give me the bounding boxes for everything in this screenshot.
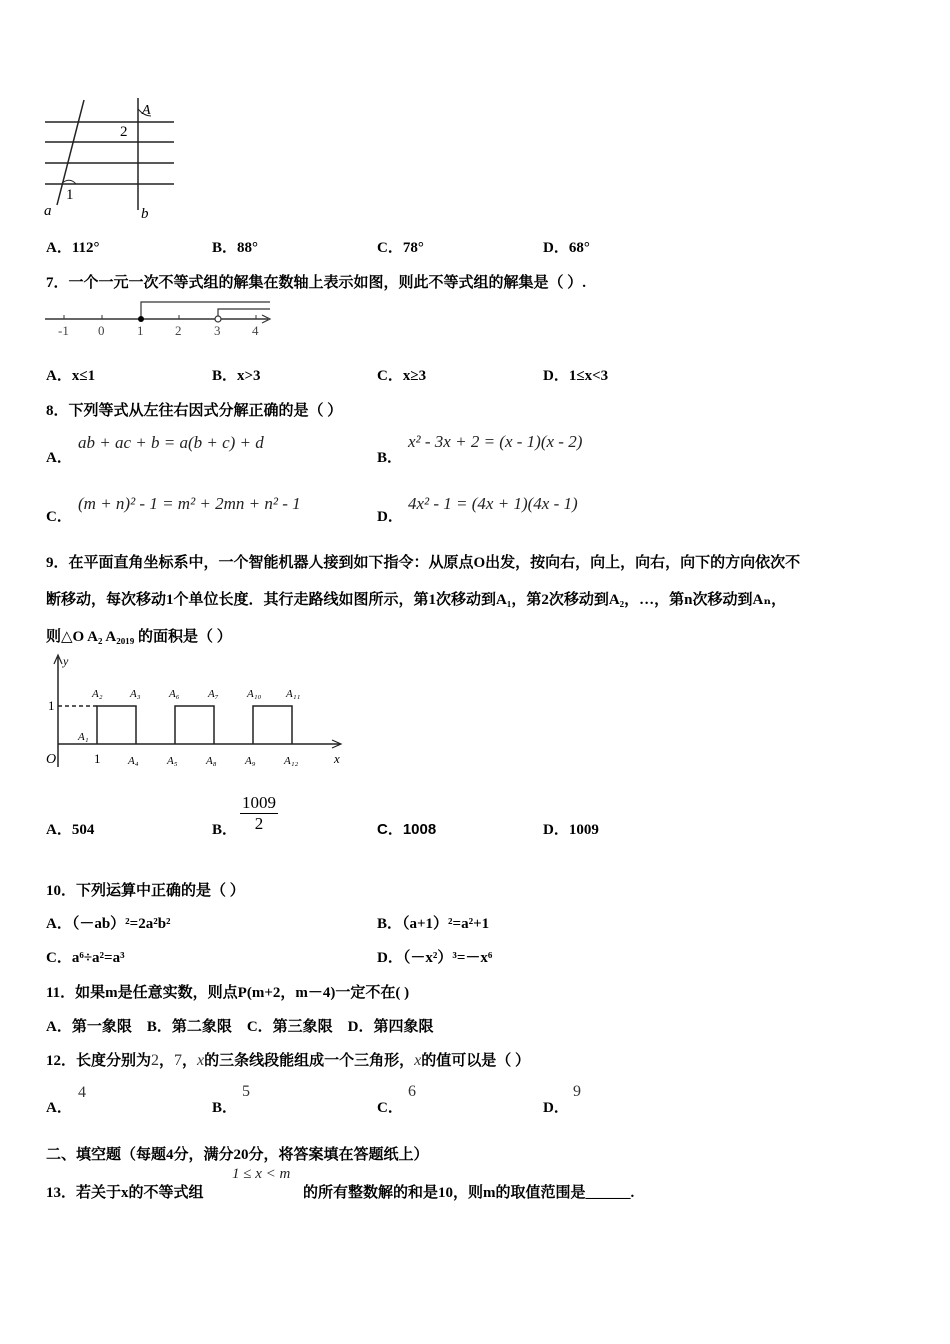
label-A5: A₅ — [167, 755, 178, 767]
q12-v4: x — [414, 1052, 422, 1069]
q12-option-a-value: 4 — [78, 1084, 86, 1101]
q12-option-c-label[interactable]: C． — [377, 1100, 403, 1116]
tick-1: 1 — [137, 323, 144, 338]
q9-option-b-fraction — [240, 793, 278, 834]
section-2-heading: 二、填空题（每题4分，满分20分，将答案填在答题纸上） — [46, 1147, 429, 1163]
q7-option-b[interactable]: B．x>3 — [212, 368, 261, 384]
q12-sep2: ， — [182, 1053, 198, 1069]
label-A8: A₈ — [206, 755, 217, 767]
q8-option-c-expr: (m + n)² - 1 = m² + 2mn + n² - 1 — [78, 494, 301, 513]
q8-option-b-expr: x² - 3x + 2 = (x - 1)(x - 2) — [408, 432, 583, 451]
q6-option-d[interactable]: D．68° — [543, 240, 590, 256]
label-A7: A₇ — [208, 688, 219, 700]
q12-sep1: ， — [159, 1053, 175, 1069]
tick-0: 0 — [98, 323, 105, 338]
q7-number-line — [40, 298, 280, 343]
q6-option-a[interactable]: A．112° — [46, 240, 100, 256]
q10-option-d[interactable]: D．（－x²）³=－x⁶ — [377, 950, 493, 966]
q7-option-d[interactable]: D．1≤x<3 — [543, 368, 609, 384]
q12-stem-pre: 12．长度分别为 — [46, 1053, 152, 1069]
q8-stem: 8．下列等式从左往右因式分解正确的是（ ） — [46, 403, 343, 419]
q13-stem-pre: 13．若关于x的不等式组 — [46, 1185, 204, 1201]
y-one: 1 — [48, 698, 55, 713]
tick-2: 2 — [175, 323, 182, 338]
q11-stem: 11．如果m是任意实数，则点P(m+2，m－4)一定不在( ) — [46, 985, 410, 1001]
q10-stem: 10．下列运算中正确的是（ ） — [46, 883, 245, 899]
q10-option-b[interactable]: B．（a+1）²=a²+1 — [377, 916, 490, 932]
q9-line3: 则△O A₂ A₂₀₁₉ 的面积是（ ） — [46, 629, 232, 645]
q8-option-d-label[interactable]: D． — [377, 509, 403, 525]
label-A1: A₁ — [78, 731, 89, 743]
fraction-numerator: 1009 — [242, 793, 276, 812]
axis-x: x — [334, 751, 340, 766]
q6-option-b[interactable]: B．88° — [212, 240, 259, 256]
q7-stem: 7．一个一元一次不等式组的解集在数轴上表示如图，则此不等式组的解集是（ ）. — [46, 275, 587, 291]
label-A10: A₁₀ — [247, 688, 262, 700]
q8-option-b-label[interactable]: B． — [377, 450, 403, 466]
q12-option-c-value: 6 — [408, 1083, 416, 1100]
q8-option-d-expr: 4x² - 1 = (4x + 1)(4x - 1) — [408, 494, 578, 513]
tick-neg1: -1 — [58, 323, 69, 338]
q6-option-c[interactable]: C．78° — [377, 240, 424, 256]
q9-option-c[interactable]: C．1008 — [377, 821, 437, 838]
q12-v2: 7 — [174, 1052, 183, 1069]
label-2: 2 — [120, 124, 128, 140]
label-a: a — [44, 203, 52, 219]
label-A2: A₂ — [92, 688, 103, 700]
tick-3: 3 — [214, 323, 221, 338]
q7-option-a[interactable]: A．x≤1 — [46, 368, 96, 384]
q9-option-b-label[interactable]: B． — [212, 822, 238, 838]
label-A11: A₁₁ — [286, 688, 301, 700]
label-b: b — [141, 206, 149, 222]
q12-stem-post: 的值可以是（ ） — [421, 1053, 531, 1069]
q9-line2: 断移动，每次移动1个单位长度．其行走路线如图所示，第1次移动到A₁，第2次移动到A₂，…，第n次移动到Aₙ， — [46, 592, 787, 608]
label-A9: A₉ — [245, 755, 256, 767]
q12-stem-mid: 的三条线段能组成一个三角形， — [204, 1053, 415, 1069]
q13-expr: 1 ≤ x < m — [232, 1166, 291, 1182]
origin-O: O — [46, 752, 57, 767]
q13-stem-post: 的所有整数解的和是10，则m的取值范围是______. — [303, 1185, 635, 1201]
tick-4: 4 — [252, 323, 259, 338]
q12-v1: 2 — [151, 1052, 160, 1069]
q12-option-d-label[interactable]: D． — [543, 1100, 569, 1116]
q9-option-a[interactable]: A．504 — [46, 822, 95, 838]
x-one: 1 — [94, 751, 101, 766]
q9-option-d[interactable]: D．1009 — [543, 822, 599, 838]
q6-figure — [40, 95, 190, 225]
q12-option-a-label[interactable]: A． — [46, 1100, 72, 1116]
q10-option-c[interactable]: C．a⁶÷a²=a³ — [46, 950, 125, 966]
label-1: 1 — [66, 187, 74, 203]
q11-options[interactable]: A．第一象限 B．第二象限 C．第三象限 D．第四象限 — [46, 1019, 434, 1035]
axis-y: y — [63, 654, 69, 668]
q10-option-a[interactable]: A．（－ab）²=2a²b² — [46, 916, 171, 932]
q12-option-b-value: 5 — [242, 1083, 250, 1100]
q12-option-b-label[interactable]: B． — [212, 1100, 238, 1116]
q12-v3: x — [197, 1052, 205, 1069]
q7-option-c[interactable]: C．x≥3 — [377, 368, 427, 384]
label-A4: A₄ — [128, 755, 139, 767]
q12-stem — [46, 1049, 530, 1070]
q12-option-d-value: 9 — [573, 1083, 581, 1100]
label-A6: A₆ — [169, 688, 180, 700]
fraction-denominator: 2 — [254, 814, 264, 833]
q8-option-a-label[interactable]: A． — [46, 450, 72, 466]
q9-figure — [40, 652, 350, 772]
label-A: A — [142, 103, 151, 118]
label-A3: A₃ — [130, 688, 141, 700]
q8-option-a-expr: ab + ac + b = a(b + c) + d — [78, 433, 264, 452]
label-A12: A₁₂ — [284, 755, 299, 767]
q8-option-c-label[interactable]: C． — [46, 509, 72, 525]
q9-line1: 9．在平面直角坐标系中，一个智能机器人接到如下指令：从原点O出发，按向右，向上，向右，向下的方向依次不 — [46, 555, 801, 571]
